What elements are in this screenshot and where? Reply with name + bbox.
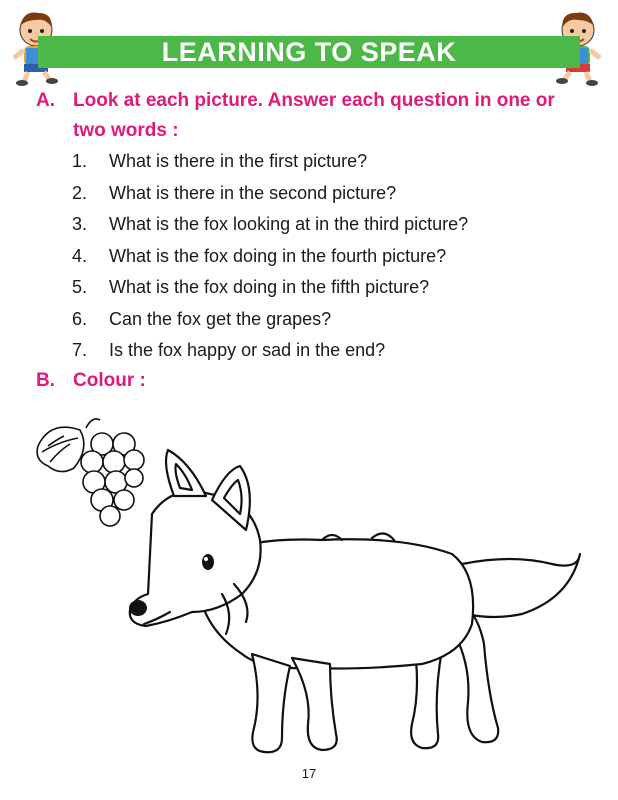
section-b-heading: [36, 366, 146, 396]
question-text: What is the fox doing in the fifth picture?: [109, 277, 430, 297]
section-b-letter: B.: [36, 370, 55, 391]
question-number: 5.: [72, 277, 88, 297]
question-text: Can the fox get the grapes?: [109, 308, 332, 329]
page-title: LEARNING TO SPEAK: [161, 36, 457, 67]
section-a-heading: [36, 86, 583, 146]
question-text: What is there in the second picture?: [109, 182, 397, 203]
section-a-instruction: Look at each picture. Answer each question in one or two words :: [73, 90, 555, 141]
question-number: 6.: [72, 308, 88, 329]
question-text: What is the fox doing in the fourth picture?: [109, 245, 447, 266]
question-text: What is the fox looking at in the third picture?: [109, 214, 469, 234]
question-item: [72, 272, 468, 304]
section-b-instruction: Colour :: [73, 370, 146, 391]
question-number: 3.: [72, 214, 88, 234]
question-number: 2.: [72, 182, 88, 203]
question-item: [72, 241, 468, 273]
question-number: 1.: [72, 151, 88, 171]
section-a-letter: A.: [36, 90, 55, 111]
question-item: [72, 146, 468, 178]
fox-outline-icon: [122, 444, 582, 760]
question-number: 7.: [72, 340, 88, 360]
page-number: 17: [301, 766, 317, 781]
question-item: [72, 178, 468, 210]
question-list: [72, 146, 468, 367]
question-item: [72, 335, 468, 367]
question-number: 4.: [72, 245, 88, 266]
question-text: Is the fox happy or sad in the end?: [109, 340, 386, 360]
question-text: What is there in the first picture?: [109, 151, 368, 171]
question-item: [72, 209, 468, 241]
title-banner: [38, 36, 580, 68]
question-item: [72, 304, 468, 336]
